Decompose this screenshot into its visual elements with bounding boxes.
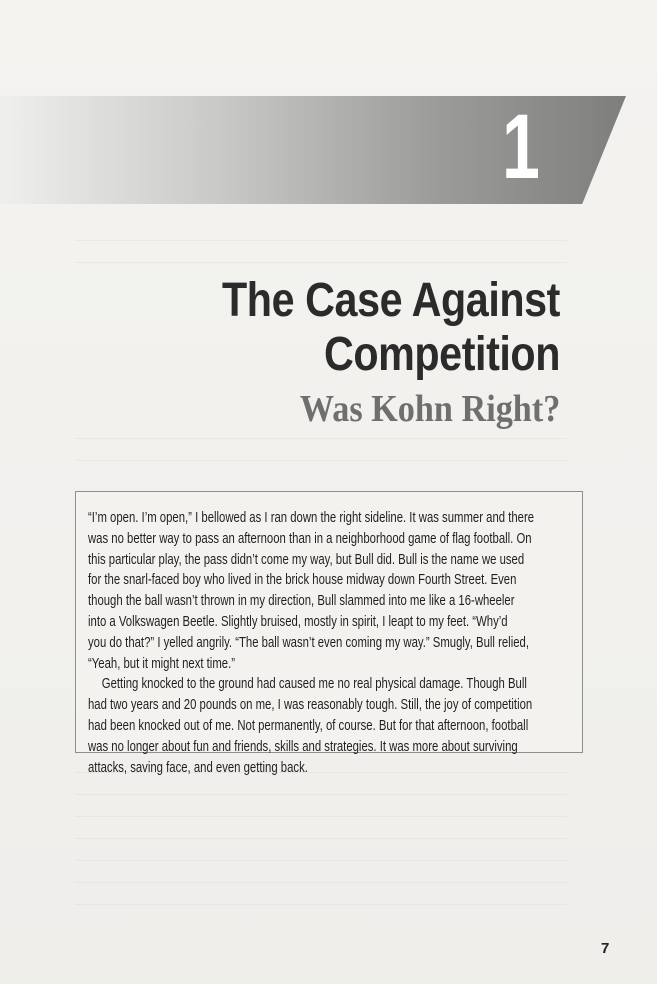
excerpt-line: this particular play, the pass didn’t come my way, but Bull did. Bull is the name we used [88,551,525,568]
excerpt-line: had been knocked out of me. Not permanently, of course. But for that afternoon, football [88,717,529,734]
chapter-title-line-1: The Case Against [222,274,560,327]
chapter-number: 1 [502,96,540,198]
excerpt-paragraph-2 [88,674,568,778]
excerpt-line: into a Volkswagen Beetle. Slightly bruised, mostly in spirit, I leapt to my feet. “Why’d [88,613,508,630]
excerpt-paragraph-1 [88,508,568,674]
excerpt-line: though the ball wasn’t thrown in my direction, Bull slammed into me like a 16-wheeler [88,593,515,610]
excerpt-text [88,508,568,778]
excerpt-line: “I’m open. I’m open,” I bellowed as I ran down the right sideline. It was summer and there [88,510,535,526]
chapter-subtitle: Was Kohn Right? [299,388,560,430]
excerpt-line: was no better way to pass an afternoon than in a neighborhood game of flag football. On [88,530,532,547]
excerpt-line: for the snarl-faced boy who lived in the brick house midway down Fourth Street. Even [88,572,517,589]
chapter-title [222,274,560,382]
excerpt-line: “Yeah, but it might next time.” [88,655,236,672]
chapter-title-line-2: Competition [323,328,560,381]
excerpt-line: was no longer about fun and friends, skills and strategies. It was more about surviving [88,738,518,755]
excerpt-line: attacks, saving face, and even getting back. [88,759,308,776]
page-number: 7 [601,940,610,957]
excerpt-line: you do that?” I yelled angrily. “The ball wasn’t even coming my way.” Smugly, Bull relied, [88,634,529,651]
excerpt-line: Getting knocked to the ground had caused me no real physical damage. Though Bull [101,676,527,693]
excerpt-line: had two years and 20 pounds on me, I was reasonably tough. Still, the joy of competition [88,697,533,714]
